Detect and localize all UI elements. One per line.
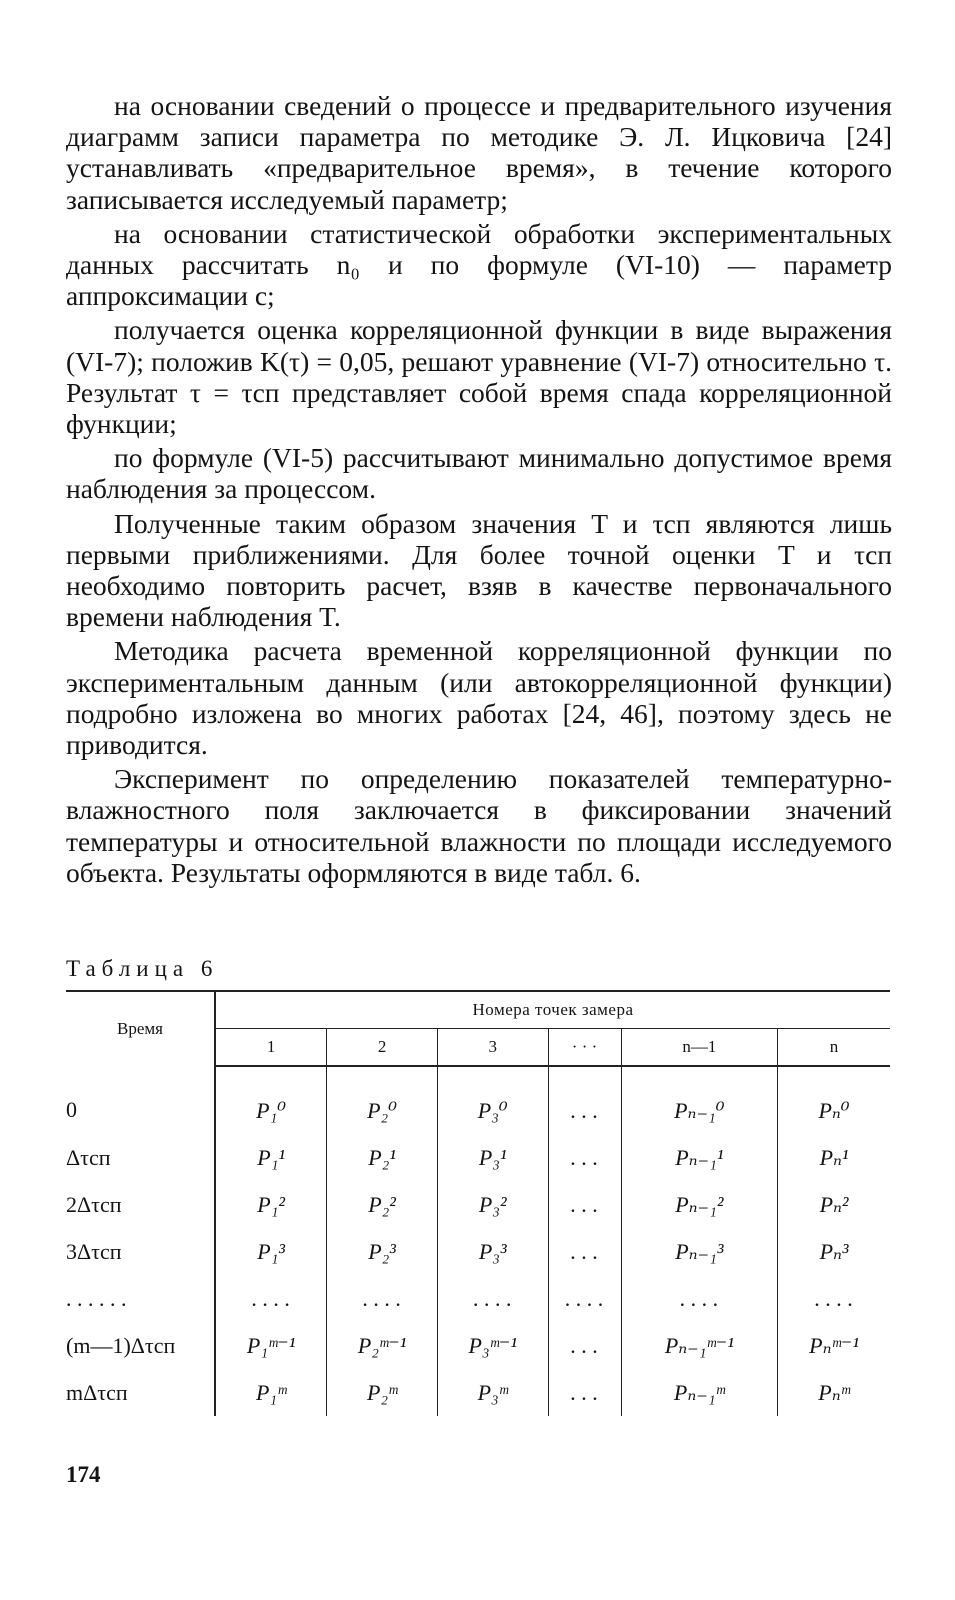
- body-text: [66, 90, 892, 888]
- row-label: 3Δτсп: [66, 1228, 215, 1275]
- paragraph-7: Эксперимент по определению показателей температурно-влажностного поля заключается в фиксировании значений температуры и относительной влажности по площади исследуемого объекта. Результаты оформляются в виде табл. 6.: [66, 763, 892, 888]
- table-cell: P₁ᵐ⁻¹: [215, 1322, 327, 1369]
- table-cell: P₁³: [215, 1228, 327, 1275]
- table-cell: P₁²: [215, 1181, 327, 1228]
- table-cell: P₂⁰: [327, 1066, 438, 1134]
- table-cell: P₁¹: [215, 1134, 327, 1181]
- paragraph-6: Методика расчета временной корреляционной функции по экспериментальным данным (или автокорреляционной функции) подробно изложена во многих работах [24, 46], поэтому здесь не приводится.: [66, 635, 892, 761]
- table-cell: . . .: [548, 1134, 621, 1181]
- table-cell: P₂¹: [327, 1134, 438, 1181]
- table-cell: Pₙ¹: [819, 1144, 849, 1170]
- points-group-header: Номера точек замера: [215, 991, 890, 1029]
- table-cell: . . . .: [215, 1275, 327, 1322]
- column-header: n: [778, 1029, 890, 1067]
- column-header: 3: [437, 1029, 548, 1067]
- table-cell: P₂³: [327, 1228, 438, 1275]
- table-cell: P₂ᵐ: [327, 1369, 438, 1416]
- table-row: [66, 1134, 890, 1181]
- table-cell: . . . .: [814, 1285, 854, 1311]
- table-cell: . . .: [548, 1369, 621, 1416]
- table-cell: Pₙᵐ⁻¹: [809, 1332, 859, 1358]
- table-row: [66, 1181, 890, 1228]
- table-cell: Pₙᵐ: [818, 1379, 850, 1405]
- table-row: [66, 1369, 890, 1416]
- table-cell: . . .: [548, 1181, 621, 1228]
- table-cell: Pₙ₋₁⁰: [621, 1066, 778, 1134]
- time-header: Время: [66, 991, 215, 1066]
- column-header: 1: [215, 1029, 327, 1067]
- table-cell: . . . .: [327, 1275, 438, 1322]
- row-label: . . . . . .: [66, 1275, 215, 1322]
- column-header: n—1: [621, 1029, 778, 1067]
- paragraph-5: Полученные таким образом значения T и τсп являются лишь первыми приближениями. Для более точной оценки T и τсп необходимо повторить расчет, взяв в качестве первоначального времени наблюдения T.: [66, 507, 892, 633]
- measurement-table: [66, 990, 890, 1416]
- row-label: (m—1)Δτсп: [66, 1322, 215, 1369]
- table-cell: Pₙ₋₁ᵐ⁻¹: [621, 1322, 778, 1369]
- table-cell: P₁⁰: [215, 1066, 327, 1134]
- table-cell: P₃ᵐ⁻¹: [437, 1322, 548, 1369]
- table-cell: P₃ᵐ: [437, 1369, 548, 1416]
- table-cell: P₃³: [437, 1228, 548, 1275]
- table-cell: . . .: [548, 1322, 621, 1369]
- table-cell: Pₙ₋₁ᵐ: [621, 1369, 778, 1416]
- page-number: 174: [66, 1462, 101, 1487]
- table-row: [66, 1066, 890, 1134]
- paragraph-2: на основании статистической обработки экспериментальных данных рассчитать n₀ и по формуле (VI-10) — параметр аппроксимации c;: [66, 217, 892, 312]
- table-body: [66, 1066, 890, 1416]
- table-cell: P₃⁰: [437, 1066, 548, 1134]
- table-cell: P₂²: [327, 1181, 438, 1228]
- table-header-row: [66, 991, 890, 1029]
- column-header: · · ·: [548, 1029, 621, 1067]
- table-cell: Pₙ²: [819, 1191, 849, 1217]
- table-cell: P₃²: [437, 1181, 548, 1228]
- paragraph-3: получается оценка корреляционной функции в виде выражения (VI-7); положив K(τ) = 0,05, решают уравнение (VI-7) относительно τ. Результат τ = τсп представляет собой время спада корреляционной функции;: [66, 314, 892, 440]
- table-cell: Pₙ³: [819, 1238, 849, 1264]
- table-cell: Pₙ₋₁²: [621, 1181, 778, 1228]
- row-label: mΔτсп: [66, 1369, 215, 1416]
- table-row: [66, 1322, 890, 1369]
- table-cell: Pₙ⁰: [818, 1097, 850, 1123]
- row-label: 2Δτсп: [66, 1181, 215, 1228]
- table-cell: P₃¹: [437, 1134, 548, 1181]
- paragraph-4: по формуле (VI-5) рассчитывают минимально допустимое время наблюдения за процессом.: [66, 442, 892, 505]
- table-cell: . . .: [548, 1066, 621, 1134]
- table-cell: P₁ᵐ: [215, 1369, 327, 1416]
- row-label: Δτсп: [66, 1134, 215, 1181]
- table-cell: P₂ᵐ⁻¹: [327, 1322, 438, 1369]
- table-row: [66, 1275, 890, 1322]
- table-cell: . . . .: [548, 1275, 621, 1322]
- table-cell: . . . .: [621, 1275, 778, 1322]
- column-header: 2: [327, 1029, 438, 1067]
- table-caption: Таблица 6: [66, 956, 219, 981]
- paragraph-1: на основании сведений о процессе и предварительного изучения диаграмм записи параметра по методике Э. Л. Ицковича [24] устанавливать «предварительное время», в течение которого записывается исследуемый параметр;: [66, 90, 892, 215]
- table-row: [66, 1228, 890, 1275]
- table-cell: . . .: [548, 1228, 621, 1275]
- table-cell: . . . .: [437, 1275, 548, 1322]
- table-cell: Pₙ₋₁³: [621, 1228, 778, 1275]
- table-cell: Pₙ₋₁¹: [621, 1134, 778, 1181]
- row-label: 0: [66, 1066, 215, 1134]
